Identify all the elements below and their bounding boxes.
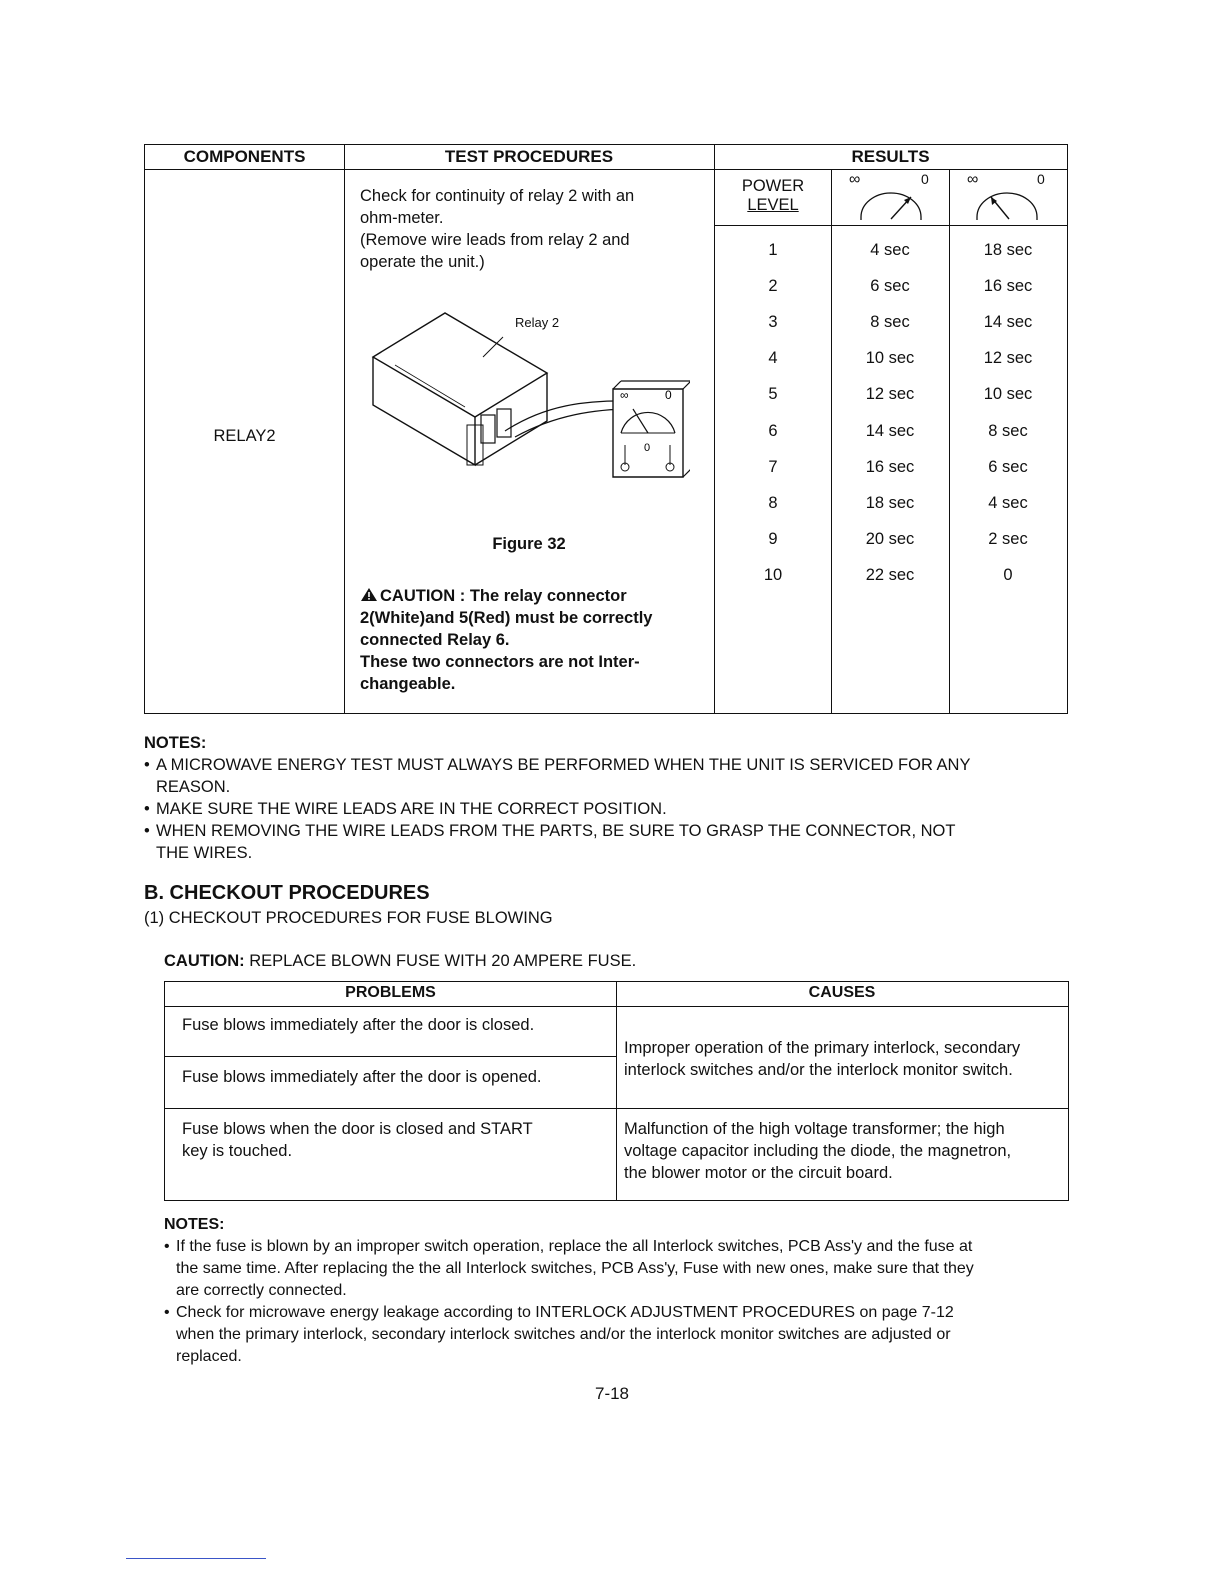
row-off-time: 16 sec bbox=[983, 277, 1033, 295]
relay-test-table bbox=[144, 144, 1068, 714]
row-off-time: 6 sec bbox=[988, 458, 1028, 476]
row-on-time: 4 sec bbox=[870, 241, 910, 259]
fuse-caution-text: REPLACE BLOWN FUSE WITH 20 AMPERE FUSE. bbox=[249, 952, 637, 970]
figure-zero-symbol: 0 bbox=[665, 388, 672, 402]
row-on-time: 18 sec bbox=[865, 494, 915, 512]
procedure-line: operate the unit.) bbox=[360, 253, 485, 271]
cause-line: the blower motor or the circuit board. bbox=[624, 1164, 893, 1182]
cause-text bbox=[624, 1037, 1020, 1081]
ohm-meter-needle-zero-icon bbox=[857, 189, 925, 221]
level-label: LEVEL bbox=[747, 196, 799, 214]
row-divider bbox=[165, 1056, 616, 1057]
row-level: 5 bbox=[768, 385, 778, 403]
notes-title: NOTES: bbox=[144, 734, 207, 752]
note-line: Check for microwave energy leakage according to INTERLOCK ADJUSTMENT PROCEDURES on page 7-12 bbox=[176, 1304, 954, 1321]
power-level-header bbox=[714, 177, 832, 215]
meter-off-header bbox=[949, 171, 1067, 225]
cause-line: interlock switches and/or the interlock monitor switch. bbox=[624, 1061, 1013, 1079]
table-divider bbox=[344, 145, 345, 713]
row-on-time: 22 sec bbox=[865, 566, 915, 584]
row-on-time: 6 sec bbox=[870, 277, 910, 295]
cause-text bbox=[624, 1118, 1011, 1184]
row-off-time: 4 sec bbox=[988, 494, 1028, 512]
footer-rule bbox=[126, 1558, 266, 1559]
row-on-time: 14 sec bbox=[865, 422, 915, 440]
problem-line: Fuse blows when the door is closed and START bbox=[182, 1120, 533, 1138]
note-line: replaced. bbox=[176, 1348, 242, 1365]
note-item: • MAKE SURE THE WIRE LEADS ARE IN THE CORRECT POSITION. bbox=[144, 798, 1074, 820]
header-results: RESULTS bbox=[851, 147, 930, 166]
table-divider bbox=[616, 982, 617, 1200]
note-item: • If the fuse is blown by an improper switch operation, replace the all Interlock switches, PCB Ass'y and the fuse at the same time. After replacing the the all Interlock switches, PCB Ass'y, Fuse with new ones, make sure that they are correctly connected. bbox=[164, 1236, 1064, 1302]
note-line: REASON. bbox=[156, 778, 231, 796]
row-level: 6 bbox=[768, 422, 778, 440]
note-line: WHEN REMOVING THE WIRE LEADS FROM THE PARTS, BE SURE TO GRASP THE CONNECTOR, NOT bbox=[156, 822, 956, 840]
row-off-time: 2 sec bbox=[988, 530, 1028, 548]
note-line: are correctly connected. bbox=[176, 1282, 347, 1299]
figure-infinity-symbol: ∞ bbox=[620, 388, 629, 402]
row-level: 7 bbox=[768, 458, 778, 476]
fuse-table bbox=[164, 981, 1069, 1201]
caution-line-text: CAUTION : The relay connector bbox=[380, 587, 627, 605]
note-item: • Check for microwave energy leakage according to INTERLOCK ADJUSTMENT PROCEDURES on page 7-12 when the primary interlock, secondary interlock switches and/or the interlock monitor switches are adjusted or replaced. bbox=[164, 1302, 1064, 1368]
problem-line: key is touched. bbox=[182, 1142, 293, 1160]
note-line: THE WIRES. bbox=[156, 844, 253, 862]
cause-line: Malfunction of the high voltage transformer; the high bbox=[624, 1120, 1005, 1138]
checkout-subtitle: (1) CHECKOUT PROCEDURES FOR FUSE BLOWING bbox=[144, 909, 553, 927]
caution-line: 2(White)and 5(Red) must be correctly bbox=[360, 609, 653, 627]
infinity-symbol: ∞ bbox=[849, 171, 861, 188]
row-off-time: 0 bbox=[1003, 566, 1013, 584]
row-level: 10 bbox=[763, 566, 783, 584]
fuse-caution bbox=[164, 952, 636, 971]
row-off-time: 14 sec bbox=[983, 313, 1033, 331]
procedure-line: Check for continuity of relay 2 with an bbox=[360, 187, 635, 205]
page-number: 7-18 bbox=[594, 1384, 630, 1403]
row-off-time: 10 sec bbox=[983, 385, 1033, 403]
figure-meter-zero: 0 bbox=[644, 442, 651, 454]
row-on-time: 12 sec bbox=[865, 385, 915, 403]
note-line: A MICROWAVE ENERGY TEST MUST ALWAYS BE PERFORMED WHEN THE UNIT IS SERVICED FOR ANY bbox=[156, 756, 971, 774]
row-level: 4 bbox=[768, 349, 778, 367]
caution-block bbox=[360, 585, 710, 695]
note-line: when the primary interlock, secondary interlock switches and/or the interlock monitor switches are adjusted or bbox=[176, 1326, 951, 1343]
row-level: 2 bbox=[768, 277, 778, 295]
meter-on-header bbox=[831, 171, 949, 225]
component-name: RELAY2 bbox=[213, 427, 276, 445]
caution-line: These two connectors are not Inter- bbox=[360, 653, 640, 671]
problem-text: Fuse blows immediately after the door is opened. bbox=[182, 1068, 542, 1086]
note-line: If the fuse is blown by an improper switch operation, replace the all Interlock switches, PCB Ass'y and the fuse at bbox=[176, 1238, 973, 1255]
relay-figure bbox=[365, 305, 690, 505]
caution-line bbox=[360, 585, 710, 607]
caution-line: changeable. bbox=[360, 675, 456, 693]
note-item: • WHEN REMOVING THE WIRE LEADS FROM THE PARTS, BE SURE TO GRASP THE CONNECTOR, NOT THE WIRES. bbox=[144, 820, 1074, 864]
row-level: 8 bbox=[768, 494, 778, 512]
header-causes: CAUSES bbox=[808, 984, 876, 1001]
fuse-notes-section bbox=[164, 1214, 1064, 1368]
power-label: POWER bbox=[741, 177, 805, 195]
problem-text: Fuse blows immediately after the door is closed. bbox=[182, 1016, 535, 1034]
row-off-time: 8 sec bbox=[988, 422, 1028, 440]
header-components: COMPONENTS bbox=[183, 147, 306, 166]
figure-caption: Figure 32 bbox=[492, 535, 566, 553]
row-level: 3 bbox=[768, 313, 778, 331]
fuse-caution-label: CAUTION: bbox=[164, 952, 245, 970]
results-header-divider bbox=[714, 225, 1067, 226]
row-off-time: 18 sec bbox=[983, 241, 1033, 259]
row-off-time: 12 sec bbox=[983, 349, 1033, 367]
caution-line: connected Relay 6. bbox=[360, 631, 510, 649]
row-on-time: 10 sec bbox=[865, 349, 915, 367]
notes-section bbox=[144, 732, 1074, 864]
warning-icon bbox=[360, 587, 378, 602]
ohm-meter-needle-infinity-icon bbox=[973, 189, 1041, 221]
row-divider bbox=[165, 1108, 1068, 1109]
infinity-symbol: ∞ bbox=[967, 171, 979, 188]
row-on-time: 8 sec bbox=[870, 313, 910, 331]
procedure-line: ohm-meter. bbox=[360, 209, 444, 227]
notes-title: NOTES: bbox=[164, 1216, 225, 1233]
zero-symbol: 0 bbox=[921, 171, 929, 187]
problem-text bbox=[182, 1118, 533, 1162]
note-line: MAKE SURE THE WIRE LEADS ARE IN THE CORRECT POSITION. bbox=[156, 800, 667, 818]
row-on-time: 16 sec bbox=[865, 458, 915, 476]
header-divider bbox=[145, 169, 1067, 170]
header-problems: PROBLEMS bbox=[345, 984, 436, 1001]
row-level: 1 bbox=[768, 241, 778, 259]
header-divider bbox=[165, 1006, 1068, 1007]
note-item: • A MICROWAVE ENERGY TEST MUST ALWAYS BE PERFORMED WHEN THE UNIT IS SERVICED FOR ANY REASON. bbox=[144, 754, 1074, 798]
cause-line: voltage capacitor including the diode, the magnetron, bbox=[624, 1142, 1012, 1160]
checkout-title: B. CHECKOUT PROCEDURES bbox=[144, 882, 430, 904]
row-on-time: 20 sec bbox=[865, 530, 915, 548]
row-level: 9 bbox=[768, 530, 778, 548]
zero-symbol: 0 bbox=[1037, 171, 1045, 187]
relay-figure-label: Relay 2 bbox=[515, 315, 560, 330]
cause-line: Improper operation of the primary interlock, secondary bbox=[624, 1039, 1021, 1057]
note-line: the same time. After replacing the the all Interlock switches, PCB Ass'y, Fuse with new ones, make sure that they bbox=[176, 1260, 974, 1277]
header-test-procedures: TEST PROCEDURES bbox=[444, 147, 614, 166]
procedure-line: (Remove wire leads from relay 2 and bbox=[360, 231, 630, 249]
